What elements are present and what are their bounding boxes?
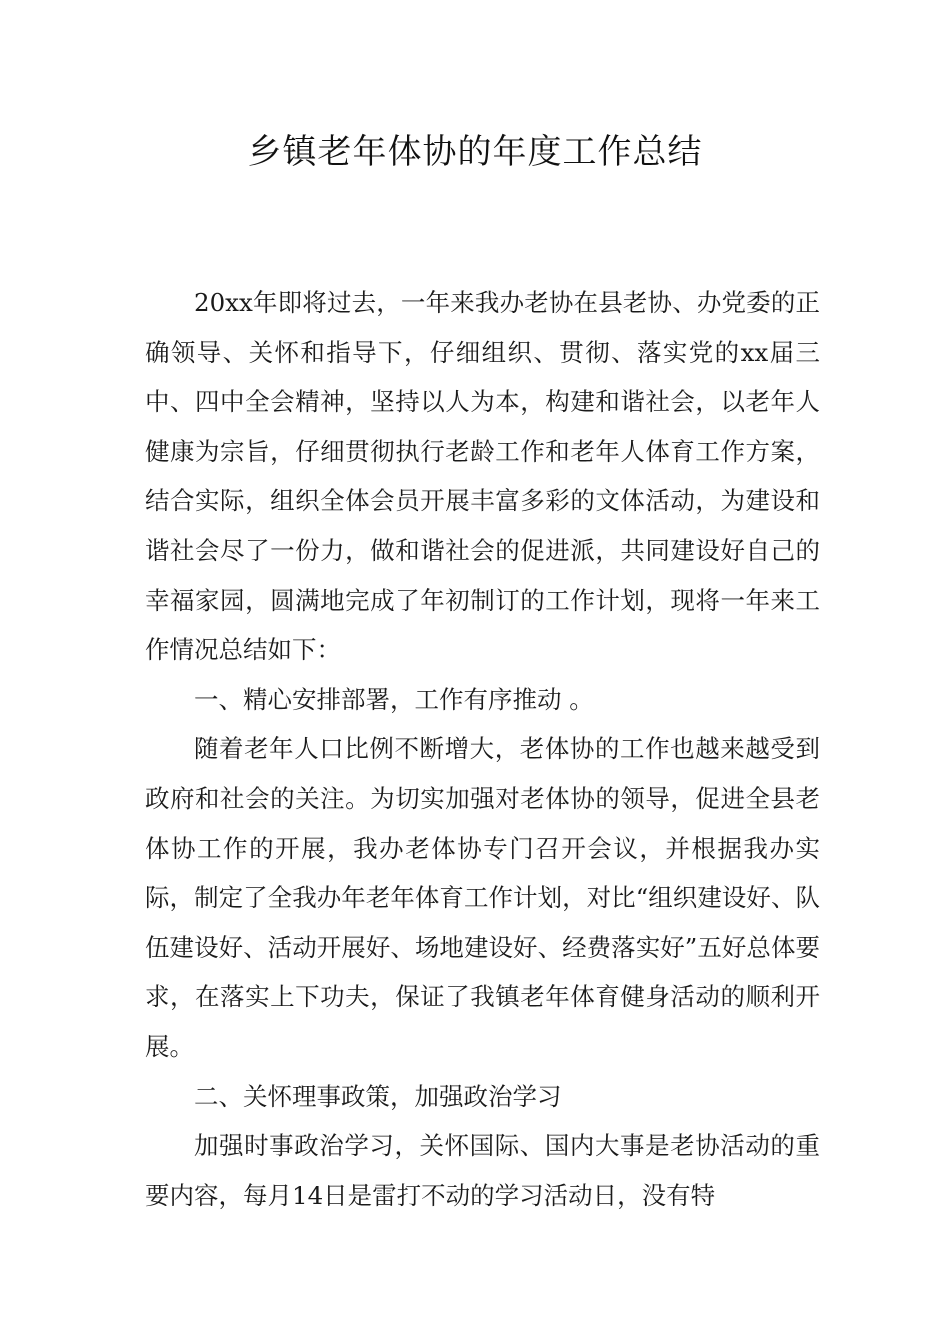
document-body: [145, 278, 820, 1220]
section-heading-2: 二、关怀理事政策，加强政治学习: [194, 1081, 562, 1111]
paragraph-section-2: 加强时事政治学习，关怀国际、国内大事是老协活动的重要内容，每月14日是雷打不动的学习活动日，没有特: [145, 1131, 820, 1210]
paragraph-section-1: 随着老年人口比例不断增大，老体协的工作也越来越受到政府和社会的关注。为切实加强对老体协的领导，促进全县老体协工作的开展，我办老体协专门召开会议，并根据我办实际，制定了全我办年老年体育工作计划，对比“组织建设好、队伍建设好、活动开展好、场地建设好、经费落实好”五好总体要求，在落实上下功夫，保证了我镇老年体育健身活动的顺利开展。: [145, 734, 820, 1061]
section-heading-1: 一、精心安排部署，工作有序推动 。: [194, 684, 594, 714]
document-title: 乡镇老年体协的年度工作总结: [247, 132, 703, 172]
paragraph-intro: 20xx年即将过去，一年来我办老协在县老协、办党委的正确领导、关怀和指导下，仔细组织、贯彻、落实党的xx届三中、四中全会精神，坚持以人为本，构建和谐社会，以老年人健康为宗旨，仔细贯彻执行老龄工作和老年人体育工作方案，结合实际，组织全体会员开展丰富多彩的文体活动，为建设和谐社会尽了一份力，做和谐社会的促进派，共同建设好自己的幸福家园，圆满地完成了年初制订的工作计划，现将一年来工作情况总结如下：: [145, 288, 820, 665]
